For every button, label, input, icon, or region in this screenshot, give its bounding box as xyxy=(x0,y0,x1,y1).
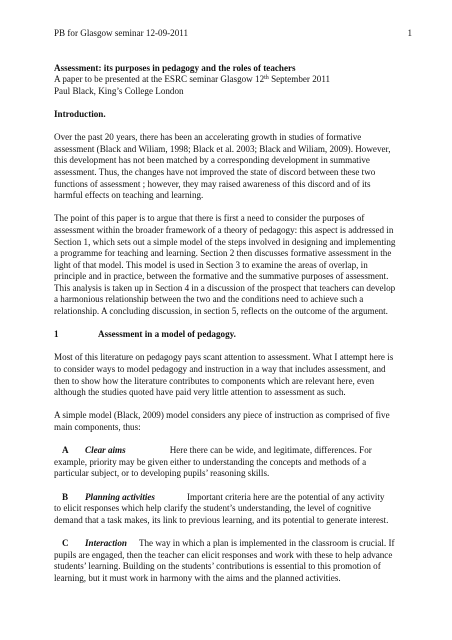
component-name: Clear aims xyxy=(85,445,126,456)
line: Over the past 20 years, there has been an accelerating growth in studies of formative xyxy=(54,132,362,143)
line: The point of this paper is to argue that there is first a need to consider the purposes of xyxy=(54,213,365,224)
component-a xyxy=(54,445,416,480)
subtitle-text: A paper to be presented at the ESRC seminar Glasgow 12 xyxy=(54,74,265,85)
line: students’ learning. Building on the students’ contributions is essential to this promotion of xyxy=(54,561,381,572)
line: The way in which a plan is implemented in the classroom is crucial. If xyxy=(138,537,395,548)
line: This analysis is taken up in Section 4 in a discussion of the prospect that teachers can develop xyxy=(54,282,396,293)
section-title: Assessment in a model of pedagogy. xyxy=(98,329,236,340)
line: assessment (Black and Wiliam, 1998; Black et al. 2003; Black and Wiliam, 2009). However, xyxy=(54,143,391,154)
line: light of that model. This model is used in Section 3 to examine the areas of overlap, in xyxy=(54,259,368,270)
paragraph-intro-2 xyxy=(54,213,416,317)
line: Important criteria here are the potential of any activity xyxy=(186,491,385,502)
paper-subtitle xyxy=(54,74,416,86)
component-name: Interaction xyxy=(85,537,127,548)
line: this development has not been matched by a corresponding development in summative xyxy=(54,155,370,166)
line: then to show how the literature contributes to components which are relevant here, even xyxy=(54,375,375,386)
paragraph-section-1-1 xyxy=(54,352,416,398)
component-letter: C xyxy=(62,537,69,548)
line: harmful effects on teaching and learning. xyxy=(54,190,204,201)
paper-title: Assessment: its purposes in pedagogy and the roles of teachers xyxy=(54,62,296,73)
line: to elicit responses which help clarify the student’s understanding, the level of cognitive xyxy=(54,503,371,514)
line: main components, thus: xyxy=(54,422,141,432)
line: functions of assessment ; however, they may raised awareness of this discord and of its xyxy=(54,178,371,189)
header-title: PB for Glasgow seminar 12-09-2011 xyxy=(54,28,189,38)
line: Section 1, which sets out a simple model of the steps involved in designing and implementing xyxy=(54,236,396,247)
line: particular subject, or to developing pupils’ reasoning skills. xyxy=(54,468,270,479)
line: demand that a task makes, its link to previous learning, and its potential to generate interest. xyxy=(54,514,389,525)
paragraph-intro-1 xyxy=(54,132,416,202)
component-letter: B xyxy=(62,491,69,502)
line: A simple model (Black, 2009) model considers any piece of instruction as comprised of five xyxy=(54,410,390,421)
line: relationship. A concluding discussion, in section 5, reflects on the outcome of the argument. xyxy=(54,306,388,317)
section-1-heading xyxy=(54,329,416,341)
line: Here there can be wide, and legitimate, differences. For xyxy=(169,445,372,456)
component-name: Planning activities xyxy=(85,491,155,502)
paragraph-section-1-2 xyxy=(54,410,416,433)
line: principle and in practice, between the formative and the summative purposes of assessment. xyxy=(54,271,389,282)
running-header xyxy=(54,28,416,40)
component-c xyxy=(54,538,416,584)
subtitle-date: September 2011 xyxy=(268,74,331,85)
line: a programme for teaching and learning. Section 2 then discusses formative assessment in the xyxy=(54,248,392,259)
line: assessment. Thus, the changes have not improved the state of discord between these two xyxy=(54,166,376,177)
intro-heading: Introduction. xyxy=(54,108,106,119)
author-line: Paul Black, King’s College London xyxy=(54,85,184,96)
line: assessment within the broader framework of a theory of pedagogy: this aspect is addressed in xyxy=(54,224,394,235)
line: to consider ways to model pedagogy and instruction in a way that includes assessment, and xyxy=(54,364,386,375)
line: example, priority may be given either to understanding the concepts and methods of a xyxy=(54,456,367,467)
line: although the studies quoted have paid very little attention to assessment as such. xyxy=(54,387,346,398)
line: Most of this literature on pedagogy pays scant attention to assessment. What I attempt here is xyxy=(54,352,394,363)
line: pupils are engaged, then the teacher can elicit responses and work with these to help advance xyxy=(54,549,393,560)
paper-title-block xyxy=(54,63,416,98)
component-letter: A xyxy=(62,445,69,456)
component-b xyxy=(54,492,416,527)
page-number: 1 xyxy=(407,28,412,38)
line: a harmonious relationship between the two and the conditions need to achieve such a xyxy=(54,294,364,305)
subtitle-superscript: th xyxy=(264,75,269,82)
section-number: 1 xyxy=(54,329,59,340)
line: learning, but it must work in harmony with the aims and the planned activities. xyxy=(54,572,341,583)
